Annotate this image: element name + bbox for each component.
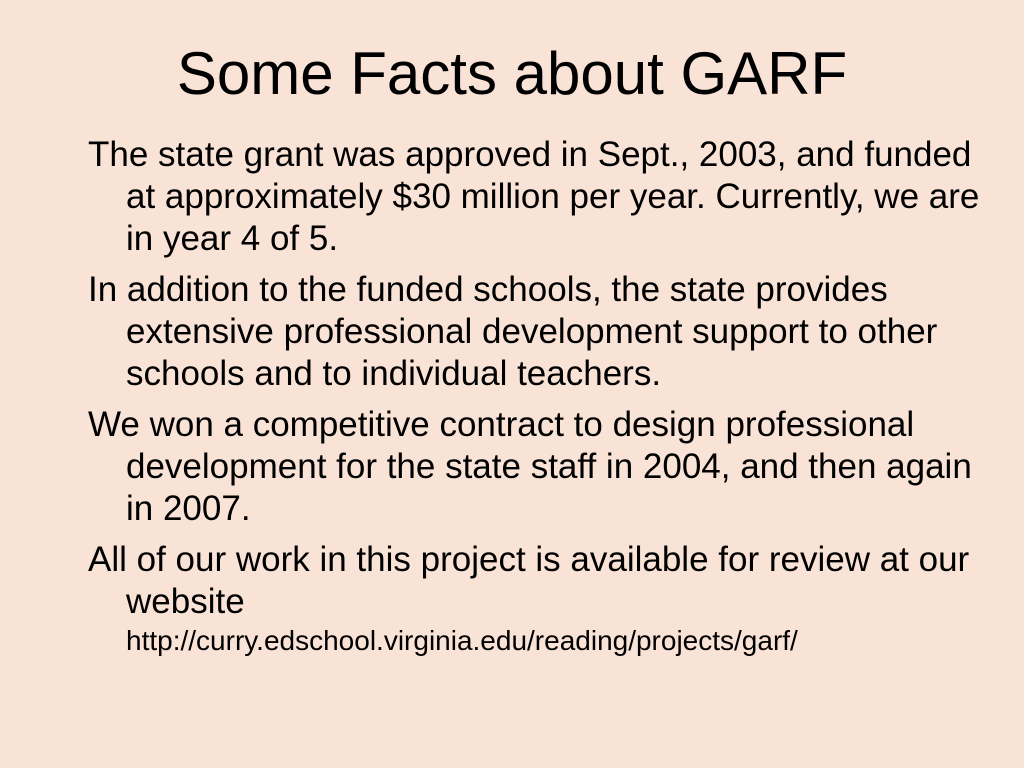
bullet-list (88, 134, 988, 668)
bullet-website-text: All of our work in this project is available for review at our website (88, 540, 970, 621)
slide-title: Some Facts about GARF (176, 40, 848, 107)
bullet-item-contract: We won a competitive contract to design professional development for the state staff in 2004, and then again in 2007. (88, 405, 972, 528)
bullet-item-professional-development: In addition to the funded schools, the state provides extensive professional development support to other schools and to individual teachers. (88, 270, 938, 393)
bullet-item-website (88, 539, 988, 659)
website-url: http://curry.edschool.virginia.edu/reading/projects/garf/ (126, 625, 798, 656)
bullet-item-grant: The state grant was approved in Sept., 2003, and funded at approximately $30 million per year. Currently, we are in year 4 of 5. (88, 135, 980, 258)
